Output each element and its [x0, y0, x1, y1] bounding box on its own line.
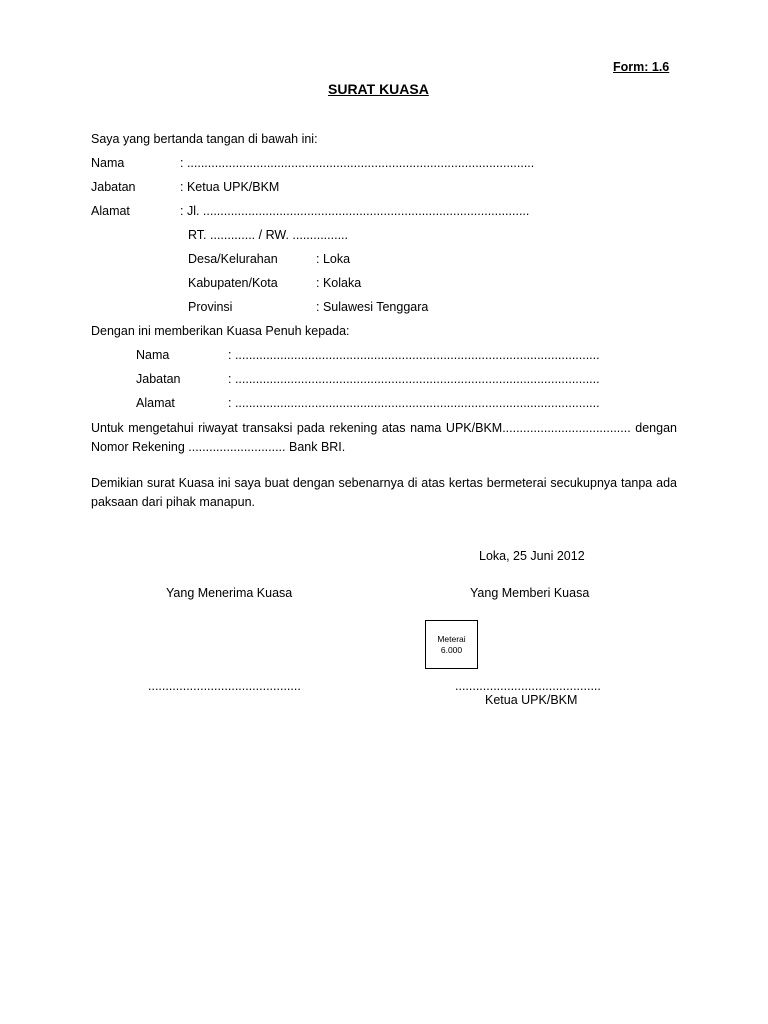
grantor-provinsi-label: Provinsi	[188, 300, 233, 314]
grantee-alamat-value: : .........................................................................................................	[228, 396, 600, 410]
grantee-nama-label: Nama	[136, 348, 170, 362]
giver-label: Yang Memberi Kuasa	[470, 586, 590, 600]
grantor-rt-rw: RT. ............. / RW. ................	[188, 228, 348, 242]
grantor-desa-label: Desa/Kelurahan	[188, 252, 278, 266]
giver-title: Ketua UPK/BKM	[485, 693, 578, 707]
grantor-desa-value: : Loka	[316, 252, 351, 266]
grantor-nama-label: Nama	[91, 156, 125, 170]
grantor-jabatan-value: : Ketua UPK/BKM	[180, 180, 280, 194]
grantor-intro: Saya yang bertanda tangan di bawah ini:	[91, 132, 318, 146]
place-date: Loka, 25 Juni 2012	[479, 549, 585, 563]
grantee-intro: Dengan ini memberikan Kuasa Penuh kepada:	[91, 324, 350, 338]
grantor-jabatan-label: Jabatan	[91, 180, 136, 194]
grantee-jabatan-value: : .........................................................................................................	[228, 372, 600, 386]
grantor-alamat-value: : Jl. ..............................................................................................	[180, 204, 530, 218]
stamp-value: 6.000	[440, 645, 463, 655]
grantor-kabupaten-value: : Kolaka	[316, 276, 362, 290]
grantor-nama-value: : ....................................................................................................	[180, 156, 535, 170]
grantee-alamat-label: Alamat	[136, 396, 175, 410]
grantee-nama-value: : .........................................................................................................	[228, 348, 600, 362]
giver-signature-line: ..........................................	[455, 679, 601, 693]
stamp-box	[425, 620, 478, 669]
receiver-label: Yang Menerima Kuasa	[166, 586, 293, 600]
form-number: Form: 1.6	[613, 60, 670, 74]
grantor-provinsi-value: : Sulawesi Tenggara	[316, 300, 429, 314]
purpose-paragraph: Untuk mengetahui riwayat transaksi pada rekening atas nama UPK/BKM..................................... dengan Nomor Rekening ............................ Bank BRI.	[91, 421, 677, 454]
grantor-alamat-label: Alamat	[91, 204, 130, 218]
grantor-kabupaten-label: Kabupaten/Kota	[188, 276, 278, 290]
closing-paragraph: Demikian surat Kuasa ini saya buat dengan sebenarnya di atas kertas bermeterai secukupnya tanpa ada paksaan dari pihak manapun.	[91, 476, 677, 509]
document-title: SURAT KUASA	[328, 81, 429, 97]
grantee-jabatan-label: Jabatan	[136, 372, 181, 386]
receiver-signature-line: ............................................	[148, 679, 301, 693]
stamp-label: Meterai	[437, 634, 466, 644]
